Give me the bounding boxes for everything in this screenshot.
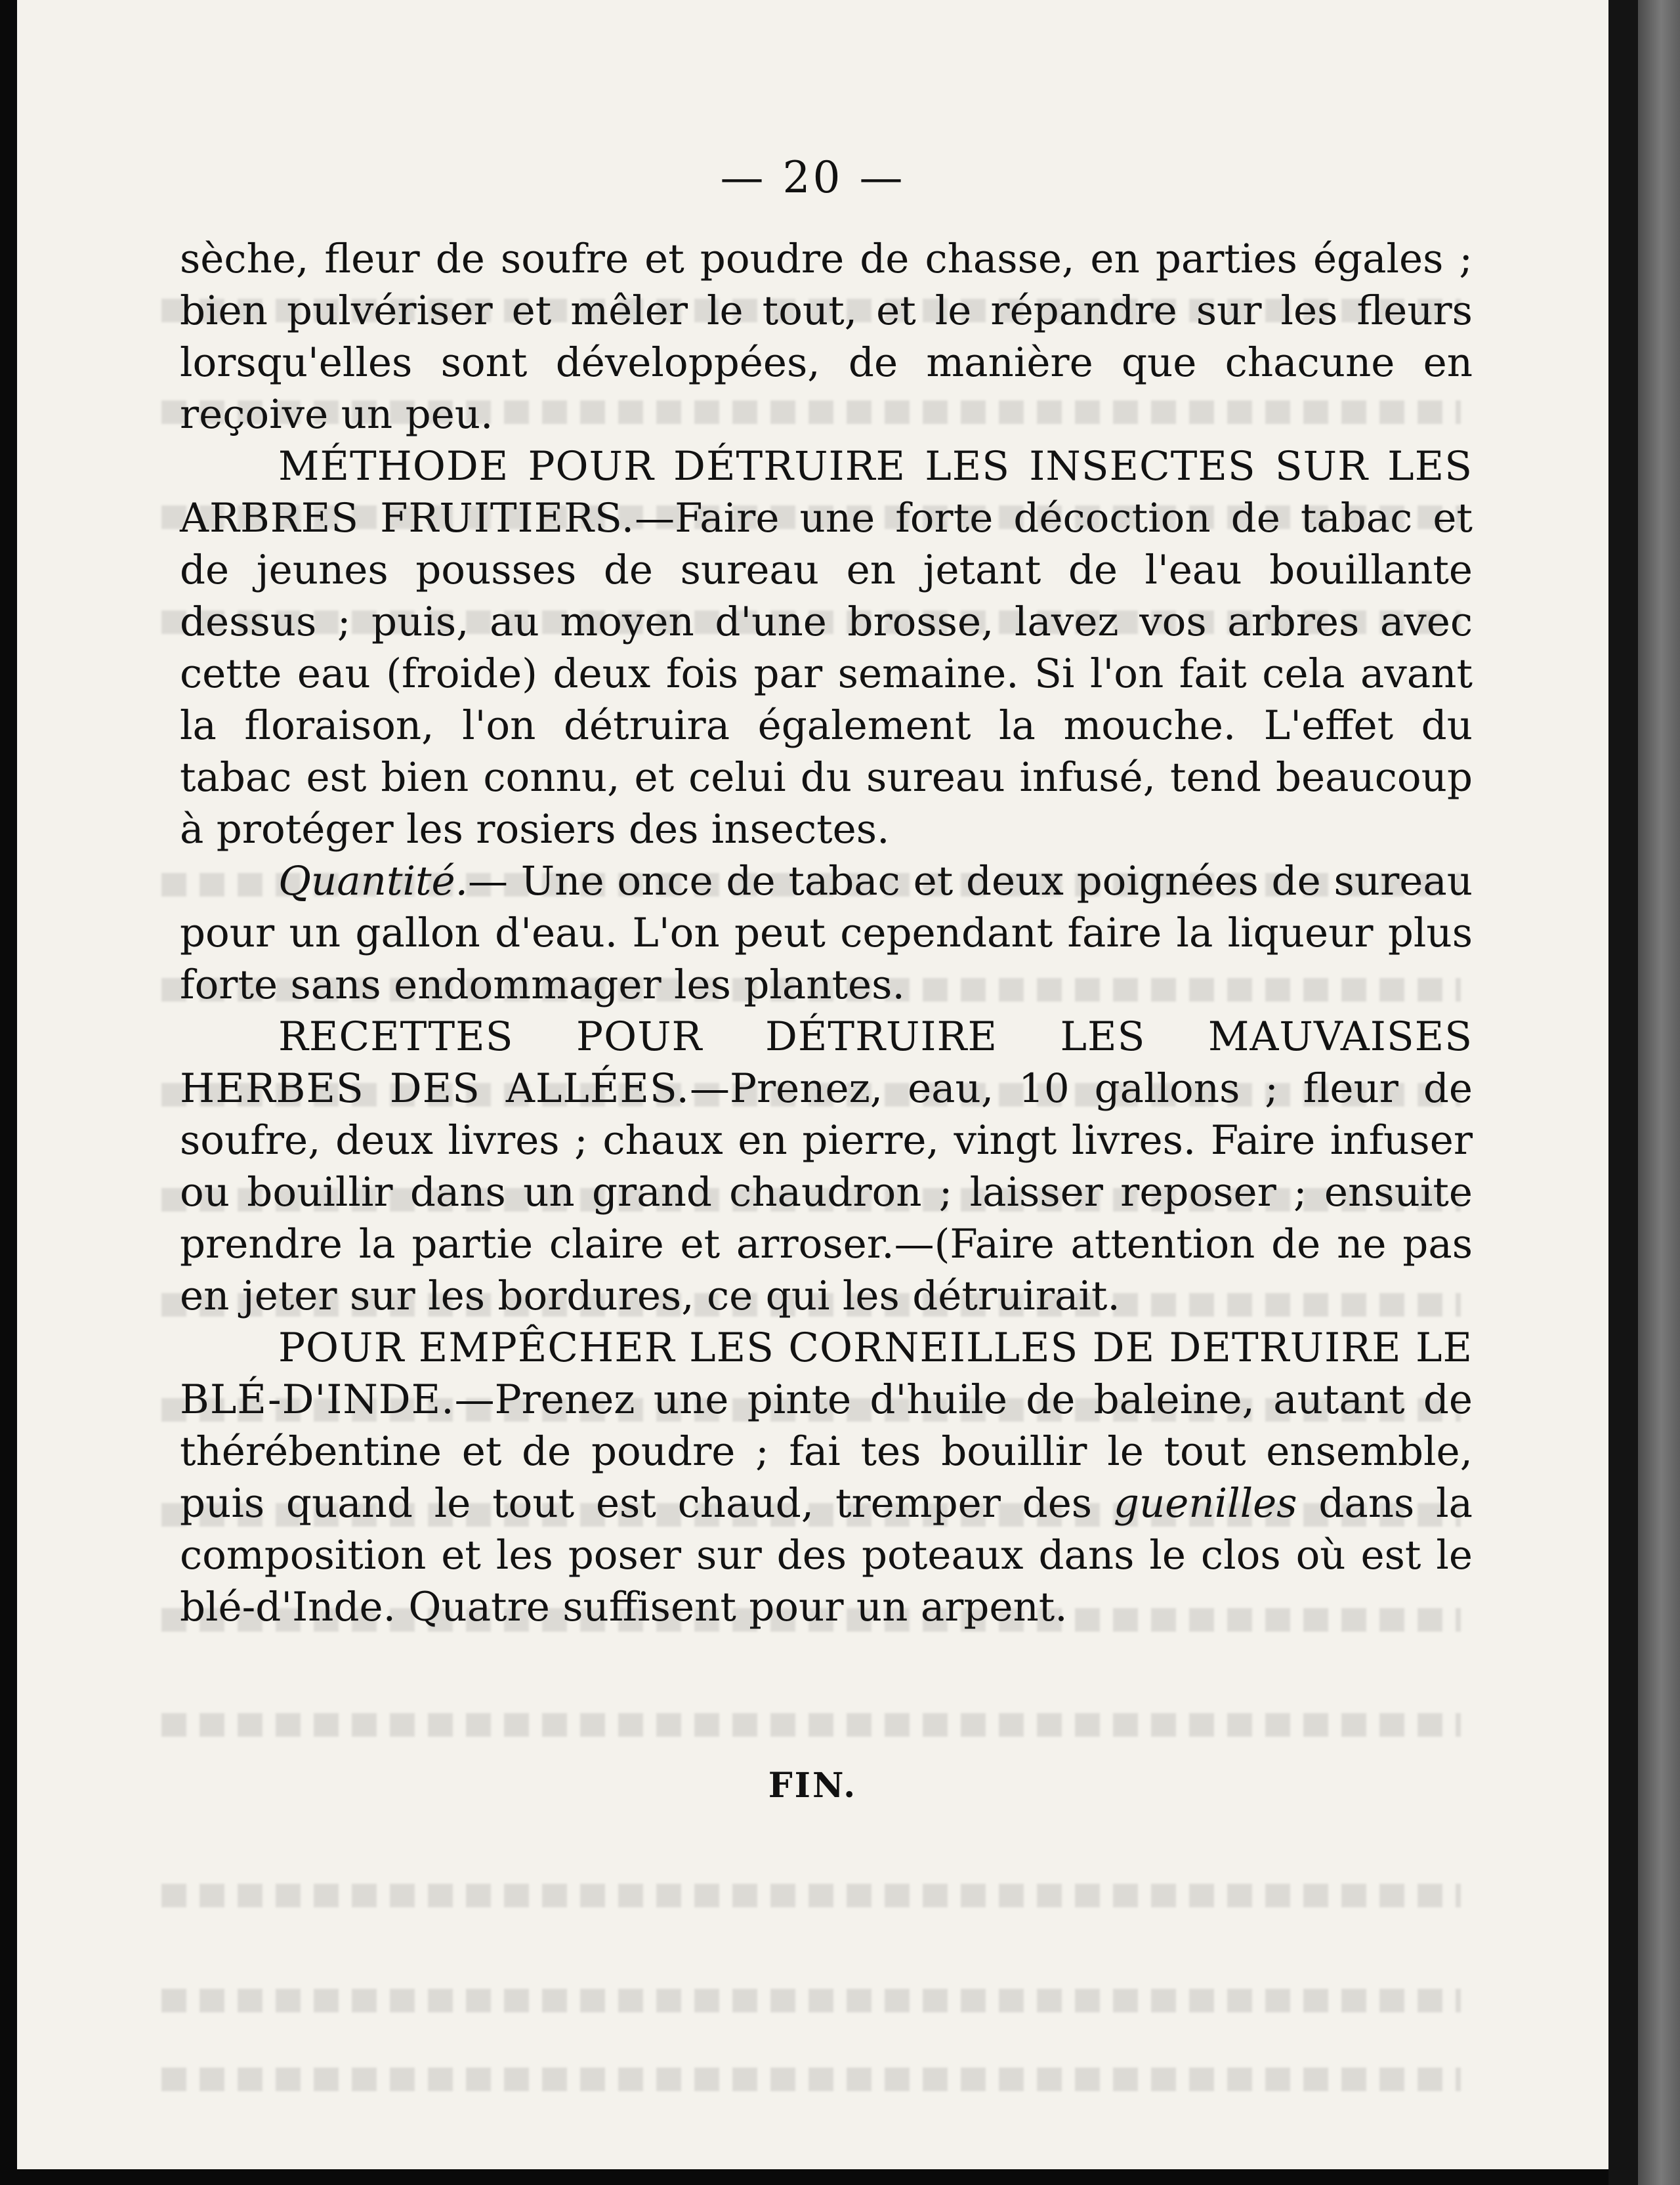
paragraph-text: —Prenez, eau, 10 gallons ; fleur de soufre, deux livres ; chaux en pierre, vingt livres. Faire infuser ou bouillir dans un grand chaudron ; laisser reposer ; ensuite prendre la partie claire et arroser.—(Faire attention de ne pas en jeter sur les bordures, ce qui les détruirait. [180, 1065, 1473, 1319]
section-heading: MÉTHODE POUR DÉTRUIRE LES INSECTES SUR LES ARBRES FRUITIERS. [180, 443, 1473, 541]
italic-heading: Quantité. [278, 858, 468, 904]
end-mark: FIN. [768, 1766, 858, 1806]
paragraph-continuation [180, 233, 1473, 440]
book-page [17, 0, 1608, 2169]
page-gutter [1608, 0, 1638, 2185]
italic-word: guenilles [1113, 1480, 1297, 1527]
paragraph-insect-method [180, 440, 1473, 855]
paragraph-quantity [180, 855, 1473, 1011]
body-text [180, 233, 1473, 1633]
paragraph-text: sèche, fleur de soufre et poudre de chasse, en parties égales ; bien pulvériser et mêler le tout, et le répandre sur les fleurs lorsqu'elles sont développées, de manière que chacune en reçoive un peu. [180, 236, 1473, 438]
page-number: — 20 — [720, 152, 906, 203]
paragraph-weed-recipe [180, 1011, 1473, 1322]
paragraph-text: —Faire une forte décoction de tabac et de jeunes pousses de sureau en jetant de l'eau bouillante dessus ; puis, au moyen d'une brosse, lavez vos arbres avec cette eau (froide) deux fois par semaine. Si l'on fait cela avant la floraison, l'on détruira également la mouche. L'effet du tabac est bien connu, et celui du sureau infusé, tend beaucoup à protéger les rosiers des insectes. [180, 495, 1473, 853]
paragraph-text: —Prenez une pinte d'huile de baleine, autant de thérébentine et de poudre ; fai tes bouillir le tout ensemble, puis quand le tout est chaud, tremper des [180, 1376, 1473, 1527]
book-spine [1638, 0, 1680, 2185]
section-heading: RECETTES POUR DÉTRUIRE LES MAUVAISES HERBES DES ALLÉES. [180, 1013, 1473, 1112]
paragraph-text: — Une once de tabac et deux poignées de sureau pour un gallon d'eau. L'on peut cependant faire la liqueur plus forte sans endommager les plantes. [180, 858, 1473, 1008]
paragraph-crow-recipe [180, 1322, 1473, 1633]
section-heading: POUR EMPÊCHER LES CORNEILLES DE DETRUIRE LE BLÉ-D'INDE. [180, 1325, 1473, 1423]
paragraph-text: dans la composition et les poser sur des poteaux dans le clos où est le blé-d'Inde. Quatre suffisent pour un arpent. [180, 1480, 1473, 1630]
